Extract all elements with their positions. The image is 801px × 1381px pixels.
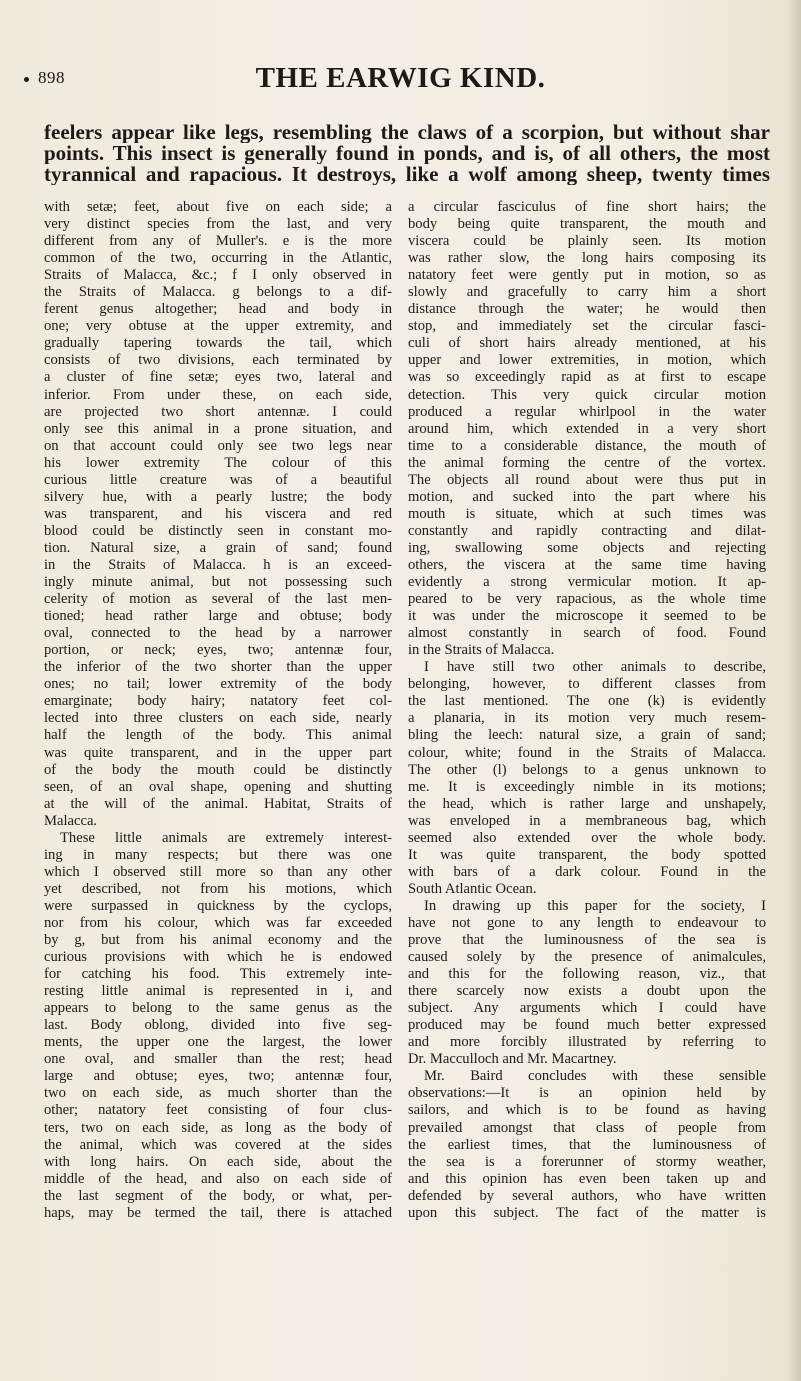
text-line: caused solely by the presence of animalcules,	[408, 949, 766, 966]
text-line: Malacca.	[44, 812, 98, 829]
text-line: the last segment of the body, or what, per-	[44, 1187, 392, 1204]
text-line: natatory feet were gently put in motion, so as	[408, 267, 766, 284]
text-line: mouth is situate, which at such times was	[408, 505, 766, 522]
right-column	[408, 199, 766, 1222]
text-line: in the Straits of Malacca.	[408, 642, 555, 659]
text-line: was rather slow, the long hairs composing its	[408, 250, 766, 267]
text-line: ones; no tail; lower extremity of the body	[44, 676, 392, 693]
text-line: a planaria, in its motion very much resem-	[408, 710, 766, 727]
text-line: in the Straits of Malacca. h is an exceed-	[44, 556, 392, 573]
text-line: curious provisions with which he is endowed	[44, 949, 392, 966]
text-line: only see this animal in a prone situation, and	[44, 420, 392, 437]
page-edge-shadow	[787, 0, 801, 1381]
text-line: middle of the head, and also on each side of	[44, 1170, 392, 1187]
text-line: tioned; head rather large and obtuse; body	[44, 608, 392, 625]
page-number: 898	[38, 68, 65, 87]
text-line: It was quite transparent, the body spotted	[408, 846, 766, 863]
text-line: have not gone to any length to endeavour to	[408, 914, 766, 931]
text-line: one oval, and smaller than the rest; head	[44, 1051, 392, 1068]
text-line: Dr. Macculloch and Mr. Macartney.	[408, 1051, 617, 1068]
text-line: with bars of a dark colour. Found in the	[408, 863, 766, 880]
text-line: seen, of an oval shape, opening and shutting	[44, 778, 392, 795]
text-line: consists of two divisions, each terminated by	[44, 352, 392, 369]
text-line: with long hairs. On each side, about the	[44, 1153, 392, 1170]
text-line: nor from his colour, which was far exceeded	[44, 914, 392, 931]
text-line: silvery hue, with a pearly lustre; the body	[44, 488, 392, 505]
text-line: one; very obtuse at the upper extremity, and	[44, 318, 392, 335]
text-line: motion, and sucked into the part where his	[408, 488, 766, 505]
text-line: the Straits of Malacca. g belongs to a dif-	[44, 284, 392, 301]
text-line: subject. Any arguments which I could have	[408, 1000, 766, 1017]
text-line: resting little animal is represented in i, and	[44, 983, 392, 1000]
text-line: was transparent, and his viscera and red	[44, 505, 392, 522]
text-line: was enveloped in a membraneous bag, which	[408, 812, 766, 829]
text-line: produced may be found much better expressed	[408, 1017, 766, 1034]
text-line: were surpassed in quickness by the cyclops,	[44, 897, 392, 914]
text-line: portion, or neck; eyes, two; antennæ four,	[44, 642, 392, 659]
text-line: peared to be very rapacious, as the whole time	[408, 591, 766, 608]
text-line: and this opinion has even been taken up and	[408, 1170, 766, 1187]
text-line: curious little creature was of a beautiful	[44, 471, 392, 488]
text-line: there scarcely now exists a doubt upon the	[408, 983, 766, 1000]
text-line: ters, two on each side, as long as the body of	[44, 1119, 392, 1136]
text-line: and this for the following reason, viz., that	[408, 966, 766, 983]
text-line: celerity of motion as several of the last men-	[44, 591, 392, 608]
text-line: evidently a strong vermicular motion. It ap-	[408, 574, 766, 591]
text-line: almost constantly in search of food. Found	[408, 625, 766, 642]
text-line: prevailed amongst that class of people from	[408, 1119, 766, 1136]
text-line: other; natatory feet consisting of four clus-	[44, 1102, 392, 1119]
text-line: the animal forming the centre of the vortex.	[408, 454, 766, 471]
text-line: These little animals are extremely interest-	[60, 829, 392, 846]
text-line: last. Body oblong, divided into five seg-	[44, 1017, 392, 1034]
text-line: of the body the mouth could be distinctly	[44, 761, 392, 778]
text-line: oval, connected to the head by a narrower	[44, 625, 392, 642]
text-line: it was under the microscope it seemed to be	[408, 608, 766, 625]
text-line: the inferior of the two shorter than the upper	[44, 659, 392, 676]
text-line: produced a regular whirlpool in the water	[408, 403, 766, 420]
text-line: at the will of the animal. Habitat, Straits of	[44, 795, 392, 812]
text-line: around him, which extended in a very short	[408, 420, 766, 437]
text-line: lected into three clusters on each side, nearly	[44, 710, 392, 727]
text-line: and more forcibly illustrated by referring to	[408, 1034, 766, 1051]
text-line: belonging, however, to different classes from	[408, 676, 766, 693]
text-line: a cluster of fine setæ; eyes two, lateral and	[44, 369, 392, 386]
text-line: haps, may be termed the tail, there is attached	[44, 1204, 392, 1221]
text-line: large and obtuse; eyes, two; antennæ four,	[44, 1068, 392, 1085]
text-line: prove that the luminousness of the sea is	[408, 932, 766, 949]
text-line: viscera could be plainly seen. Its motion	[408, 233, 766, 250]
text-line: bling the leech: natural size, a grain of sand;	[408, 727, 766, 744]
text-line: with setæ; feet, about five on each side; a	[44, 199, 392, 215]
text-line: sailors, and which is to be found as having	[408, 1102, 766, 1119]
text-line: the sea is a forerunner of stormy weather,	[408, 1153, 766, 1170]
text-line: others, the viscera at the same time having	[408, 556, 766, 573]
text-line: seemed also extended over the whole body.	[408, 829, 766, 846]
text-line: upon this subject. The fact of the matter is	[408, 1204, 766, 1221]
text-line: different from any of Muller's. e is the more	[44, 233, 392, 250]
text-line: for catching his food. This extremely inte-	[44, 966, 392, 983]
text-line: I have still two other animals to describe,	[424, 659, 766, 676]
text-line: the earliest times, that the luminousness of	[408, 1136, 766, 1153]
text-line: tion. Natural size, a grain of sand; found	[44, 539, 392, 556]
text-line: the animal, which was covered at the sides	[44, 1136, 392, 1153]
text-line: ing, swallowing some objects and rejecting	[408, 539, 766, 556]
text-line: constantly and rapidly contracting and dilat-	[408, 522, 766, 539]
text-line: which I observed still more so than any other	[44, 863, 392, 880]
text-line: detection. This very quick circular motion	[408, 386, 766, 403]
text-line: slowly and gracefully to carry him a short	[408, 284, 766, 301]
text-line: Mr. Baird concludes with these sensible	[424, 1068, 766, 1085]
text-line: two on each side, as much shorter than the	[44, 1085, 392, 1102]
text-line: are projected two short antennæ. I could	[44, 403, 392, 420]
text-line: colour, white; found in the Straits of Malacca.	[408, 744, 766, 761]
text-line: me. It is exceedingly nimble in its motions;	[408, 778, 766, 795]
text-line: was so exceedingly rapid as at first to escape	[408, 369, 766, 386]
intro-line: tyrannical and rapacious. It destroys, like a wolf among sheep, twenty times	[44, 164, 770, 185]
text-line: a circular fasciculus of fine short hairs; the	[408, 199, 766, 215]
text-line: half the length of the body. This animal	[44, 727, 392, 744]
text-line: by g, but from his animal economy and the	[44, 932, 392, 949]
text-line: common of the two, occurring in the Atlantic,	[44, 250, 392, 267]
text-line: ferent genus altogether; head and body in	[44, 301, 392, 318]
text-line: the head, which is rather large and unshapely,	[408, 795, 766, 812]
text-line: upper and lower extremities, in motion, which	[408, 352, 766, 369]
text-line: In drawing up this paper for the society, I	[424, 897, 766, 914]
text-line: distance through the water; he would then	[408, 301, 766, 318]
intro-line: points. This insect is generally found in ponds, and is, of all others, the most	[44, 143, 770, 164]
text-line: ments, the upper one the largest, the lower	[44, 1034, 392, 1051]
text-line: was quite transparent, and in the upper part	[44, 744, 392, 761]
text-line: stop, and immediately set the circular fasci-	[408, 318, 766, 335]
text-line: on that account could only see two legs near	[44, 437, 392, 454]
text-line: emarginate; body hairy; natatory feet col-	[44, 693, 392, 710]
text-line: time to a considerable distance, the mouth of	[408, 437, 766, 454]
text-line: body being quite transparent, the mouth and	[408, 216, 766, 233]
text-line: defended by several authors, who have written	[408, 1187, 766, 1204]
text-line: his lower extremity The colour of this	[44, 454, 392, 471]
text-line: ing in many respects; but there was one	[44, 846, 392, 863]
text-line: very distinct species from the last, and very	[44, 216, 392, 233]
text-line: the last mentioned. The one (k) is evidently	[408, 693, 766, 710]
text-line: inferior. From under these, on each side,	[44, 386, 392, 403]
left-column	[44, 199, 392, 1222]
text-line: Straits of Malacca, &c.; f I only observed in	[44, 267, 392, 284]
intro-line: feelers appear like legs, resembling the claws of a scorpion, but without shar	[44, 122, 770, 143]
page-title: THE EARWIG KIND.	[255, 62, 546, 94]
text-line: gradually tapering towards the tail, which	[44, 335, 392, 352]
intro-paragraph	[44, 122, 770, 185]
text-line: yet described, not from his motions, which	[44, 880, 392, 897]
text-line: appears to belong to the same genus as the	[44, 1000, 392, 1017]
text-line: South Atlantic Ocean.	[408, 880, 537, 897]
text-line: The other (l) belongs to a genus unknown to	[408, 761, 766, 778]
text-line: ingly minute animal, but not possessing such	[44, 574, 392, 591]
text-line: observations:—It is an opinion held by	[408, 1085, 766, 1102]
text-line: culi of short hairs already mentioned, at his	[408, 335, 766, 352]
text-line: blood could be distinctly seen in constant mo-	[44, 522, 392, 539]
running-head	[0, 62, 801, 96]
text-line: The objects all round about were thus put in	[408, 471, 766, 488]
